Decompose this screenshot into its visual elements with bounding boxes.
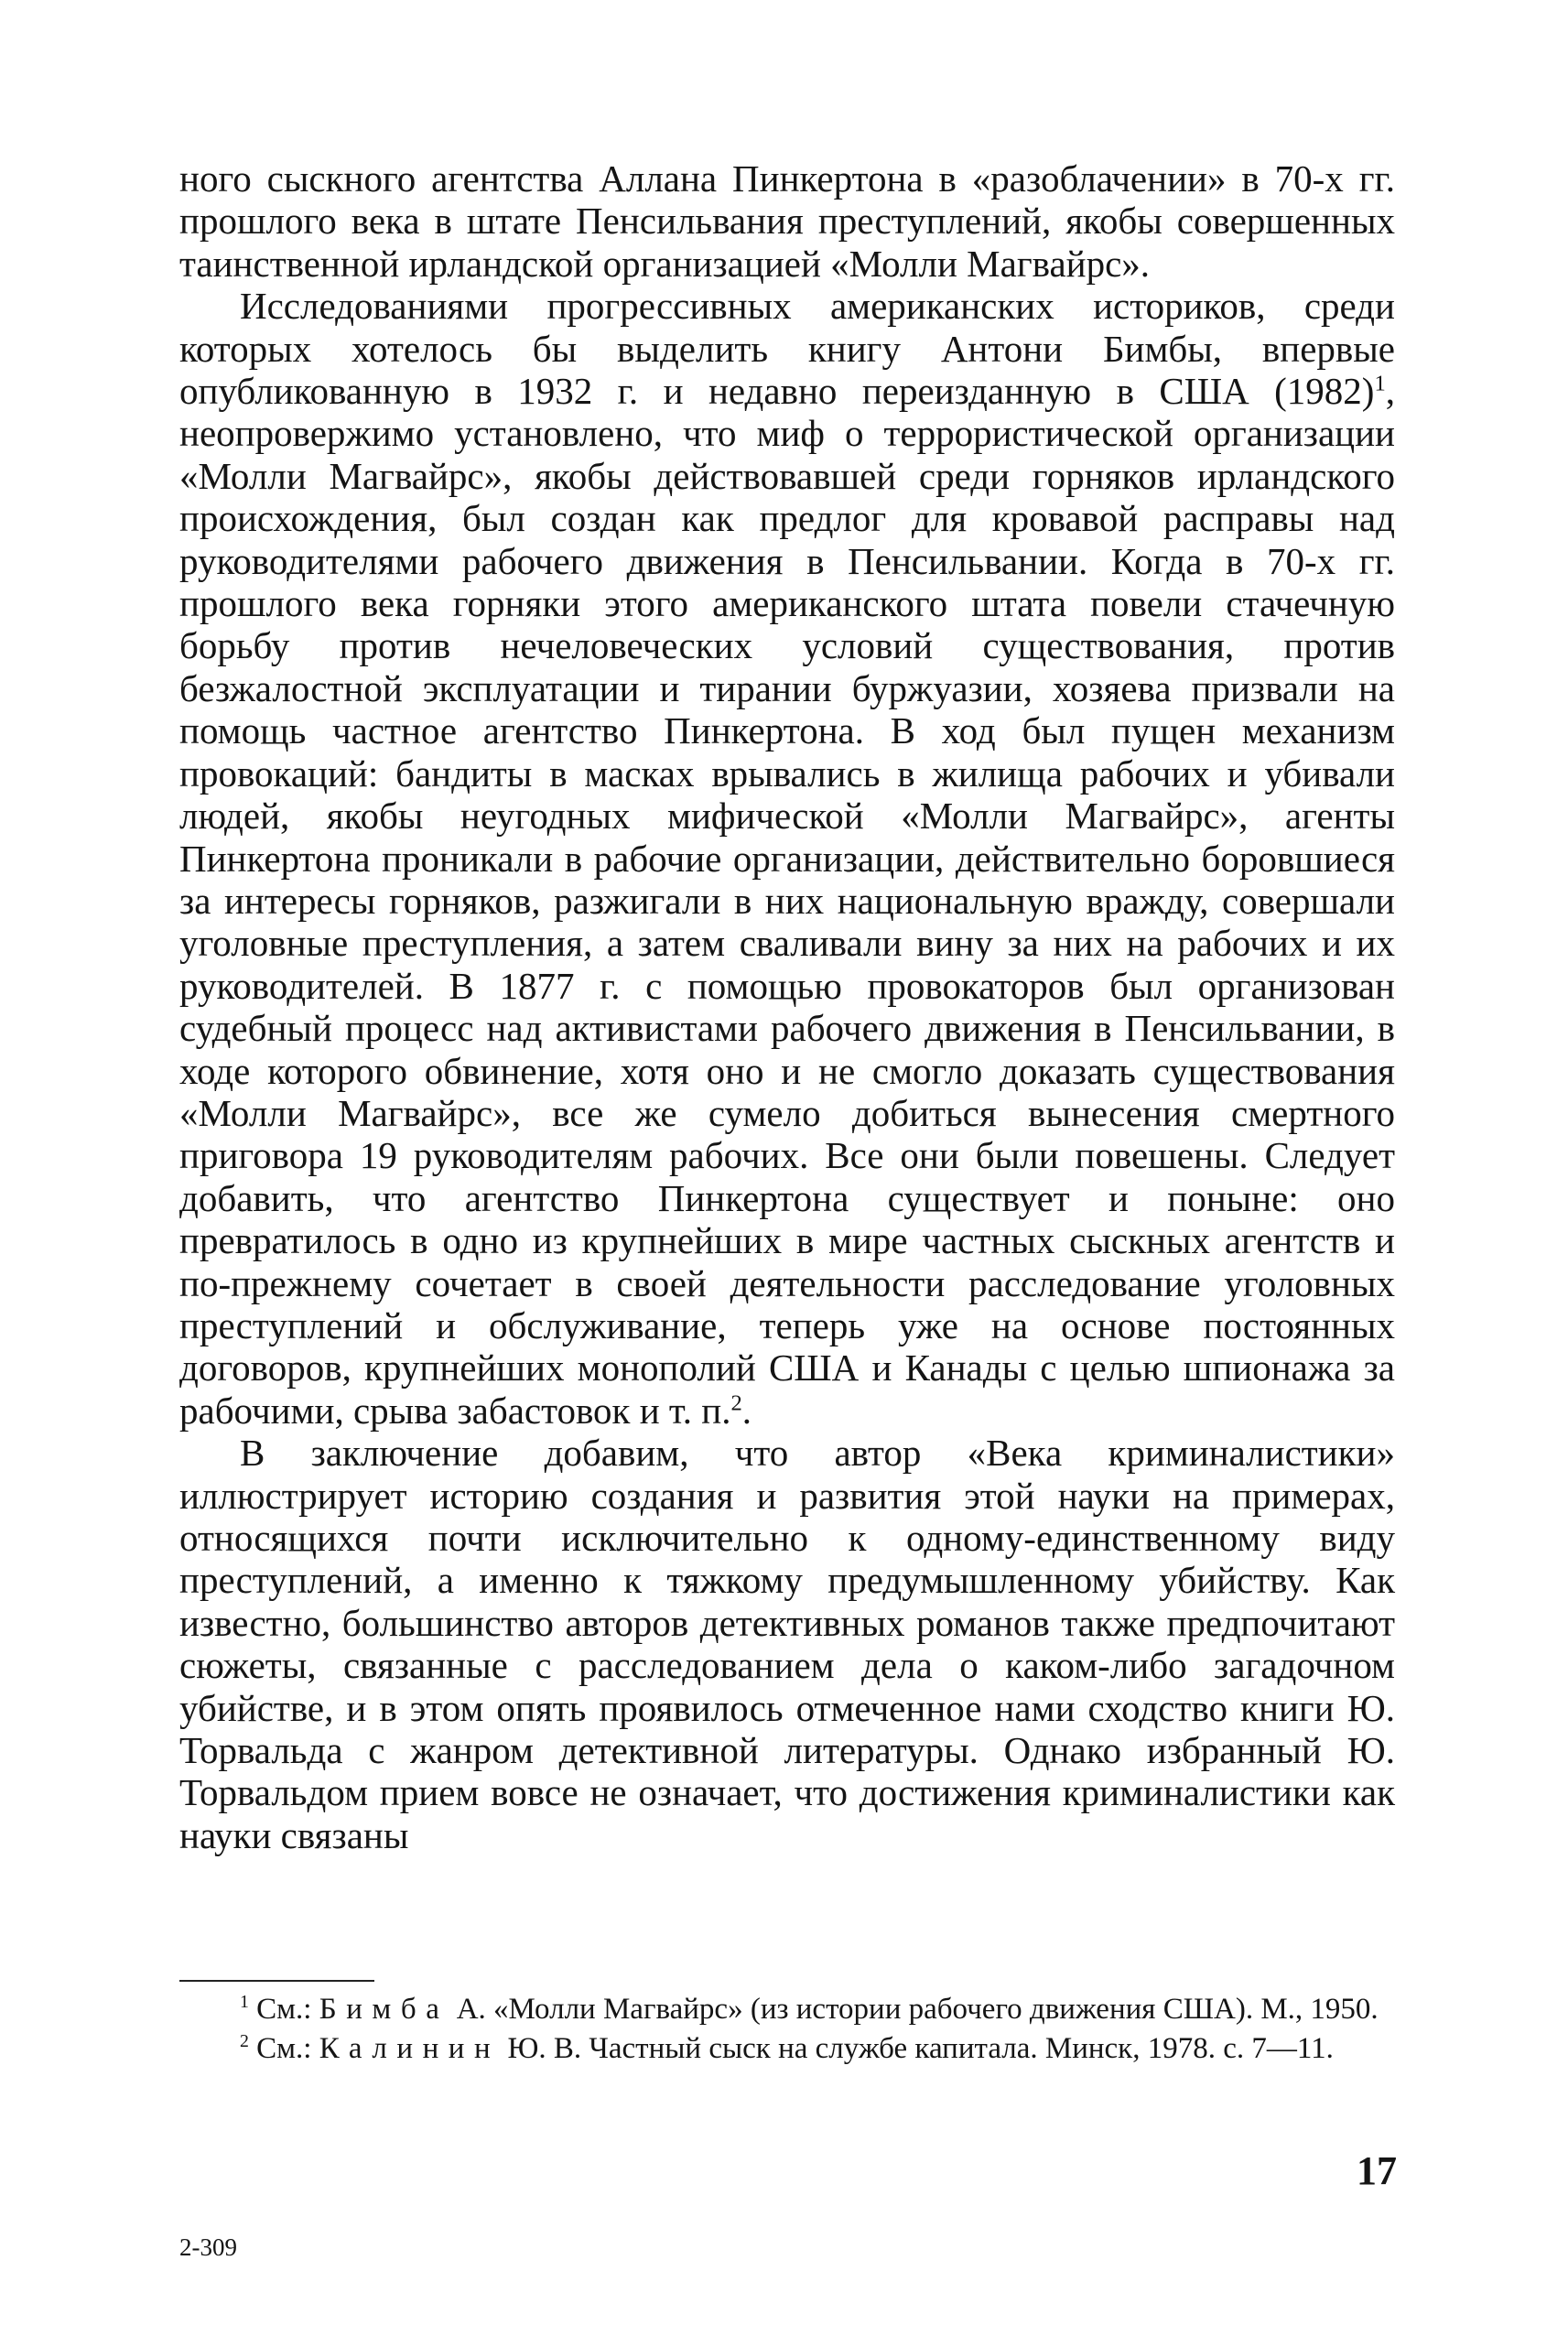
paragraph-pinkerton xyxy=(179,285,1395,1432)
footnote-ref-1[interactable]: 1 xyxy=(1374,371,1386,396)
page-number: 17 xyxy=(1357,2148,1397,2193)
footnote-citation: Ю. В. Частный сыск на службе капитала. Минск, 1978. с. 7—11. xyxy=(507,2032,1334,2065)
footnote-author: Калинин xyxy=(319,2032,501,2065)
footnote-citation: А. «Молли Магвайрс» (из истории рабочего движения США). М., 1950. xyxy=(456,1993,1379,2026)
footnote-prefix: См.: xyxy=(256,1993,312,2026)
footnote-marker: 1 xyxy=(240,1992,249,2012)
footnote-2 xyxy=(179,2030,1395,2068)
footnote-prefix: См.: xyxy=(256,2032,312,2065)
paragraph-text: . xyxy=(741,1389,752,1432)
paragraph-text: , неопровержимо установлено, что миф о террористической организации «Молли Магвайрс», якобы действовавшей среди горняков ирландского происхождения, был создан как предлог для кровавой расправы над руководителями рабочего движения в Пенсильвании. Когда в 70-х гг. прошлого века горняки этого американского штата повели стачечную борьбу против нечеловеческих условий существования, против безжалостной эксплуатации и тирании буржуазии, хозяева призвали на помощь частное агентство Пинкертона. В ход был пущен механизм провокаций: бандиты в масках врывались в жилища рабочих и убивали людей, якобы неугодных мифической «Молли Магвайрс», агенты Пинкертона проникали в рабочие организации, действительно боровшиеся за интересы горняков, разжигали в них национальную вражду, совершали уголовные преступления, а затем сваливали вину за них на рабочих и их руководителей. В 1877 г. с помощью провокаторов был организован судебный процесс над активистами рабочего движения в Пенсильвании, в ходе которого обвинение, хотя оно и не смогло доказать существования «Молли Магвайрс», все же сумело добиться вынесения смертного приговора 19 руководителям рабочих. Все они были повешены. Следует добавить, что агентство Пинкертона существует и поныне: оно превратилось в одно из крупнейших в мире частных сыскных агентств и по-прежнему сочетает в своей деятельности расследование уголовных преступлений и обслуживание, теперь уже на основе постоянных договоров, крупнейших монополий США и Канады с целью шпионажа за рабочими, срыва забастовок и т. п. xyxy=(179,370,1395,1432)
footnote-marker: 2 xyxy=(240,2031,249,2051)
paragraph-continuation: ного сыскного агентства Аллана Пинкертона в «разоблачении» в 70-х гг. прошлого века в штате Пенсильвания преступлений, якобы совершенных таинственной ирландской организацией «Молли Магвайрс». xyxy=(179,157,1395,285)
footnote-1 xyxy=(179,1991,1395,2028)
paragraph-text: Исследованиями прогрессивных американских историков, среди которых хотелось бы выделить книгу Антони Бимбы, впервые опубликованную в 1932 г. и недавно переизданную в США (1982) xyxy=(179,285,1395,413)
printer-signature: 2-309 xyxy=(179,2233,237,2261)
footnote-ref-2[interactable]: 2 xyxy=(730,1390,742,1416)
footnotes xyxy=(179,1991,1395,2070)
footnote-divider xyxy=(179,1980,374,1982)
footnote-author: Бимба xyxy=(319,1993,449,2026)
main-text xyxy=(179,157,1395,1856)
paragraph-conclusion: В заключение добавим, что автор «Века криминалистики» иллюстрирует историю создания и развития этой науки на примерах, относящихся почти исключительно к одному-единственному виду преступлений, а именно к тяжкому предумышленному убийству. Как известно, большинство авторов детективных романов также предпочитают сюжеты, связанные с расследованием дела о каком-либо загадочном убийстве, и в этом опять проявилось отмеченное нами сходство книги Ю. Торвальда с жанром детективной литературы. Однако избранный Ю. Торвальдом прием вовсе не означает, что достижения криминалистики как науки связаны xyxy=(179,1432,1395,1856)
